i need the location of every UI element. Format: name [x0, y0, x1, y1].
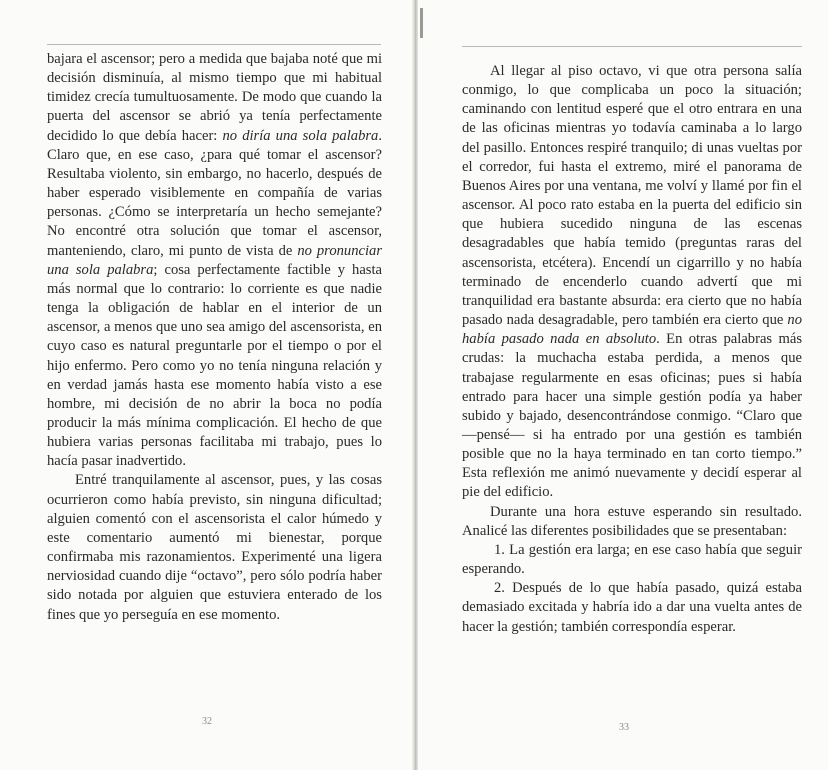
page-number: 32: [202, 716, 212, 727]
paragraph: [462, 62, 802, 503]
emphasis-text: no pronunciar una sola palabra: [47, 242, 383, 278]
text-run: ; cosa perfectamente factible y hasta más normal que lo contrario: lo corriente es que nadie tenga la obligación de hablar en el interior de un ascensor, a menos que uno sea amigo del ascensorista, en cuyo caso es natural preguntarle por el tiempo o por el hijo enfermo. Pero como yo no tenía ninguna relación y en verdad jamás hasta ese momento había visto a ese hombre, mi decisión de no abrir la boca no podía producir la más mínima complicación. El hecho de que hubiera varias personas facilitaba mi trabajo, pues lo hacía pasar inadvertido.: [47, 261, 383, 470]
text-run: Entré tranquilamente al ascensor, pues, y las cosas ocurrieron como había previsto, sin ninguna dificultad; alguien comentó con el ascensorista el calor húmedo y este comentario aumentó mi bienestar, porque confirmaba mis razonamientos. Experimenté una ligera nerviosidad cuando dije “octavo”, pero sólo podría haber sido notada por alguien que estuviera enterado de los fines que yo perseguía en ese momento.: [47, 472, 382, 623]
list-item: [462, 541, 802, 579]
text-run: . Claro que, en ese caso, ¿para qué tomar el ascensor? Resultaba violento, sin embargo, no hacerlo, después de haber esperado visiblemente en compañía de varias personas. ¿Cómo se interpretaría un hecho semejante? No encontré otra solución que tomar el ascensor, manteniendo, claro, mi punto de vista de: [47, 127, 382, 259]
emphasis-text: no había pasado nada en absoluto: [462, 312, 802, 348]
right-page: [418, 0, 828, 770]
text-run: Al llegar al piso octavo, vi que otra persona salía conmigo, lo que complicaba un poco la situación; caminando con lentitud esperé que el otro entrara en una de las oficinas mientras yo todavía caminaba a lo largo del pasillo. Entonces respiré tranquilo; di unas vueltas por el corredor, fui hasta el extremo, miré el panorama de Buenos Aires por una ventana, me volví y llamé por fin el ascensor. Al poco rato estaba en la puerta del edificio sin que hubiera sucedido ninguna de las escenas desagradables que había temido (preguntas raras del ascensorista, etcétera). Encendí un cigarrillo y no había terminado de encenderlo cuando advertí que mi tranquilidad era bastante absurda: era cierto que no había pasado nada desagradable, pero también era cierto que: [462, 63, 802, 329]
emphasis-text: no diría una sola palabra: [222, 127, 379, 144]
text-run: bajara el ascensor; pero a medida que bajaba noté que mi decisión disminuía, al mismo tiempo que mi habitual timidez crecía tumultuosamente. De modo que cuando la puerta del ascensor se abrió ya tenía perfectamente decidido lo que debía hacer:: [47, 51, 382, 144]
paragraph: [462, 503, 802, 541]
text-run: . En otras palabras más crudas: la muchacha estaba perdida, a menos que trabajase regularmente en esas oficinas; pues si había entrado para hacer una simple gestión podía ya haber subido y bajado, desencontrándose conmigo. “Claro que —pensé— si ha entrado por una gestión es también posible que no la haya terminado en tan corto tiempo.” Esta reflexión me animó nuevamente y decidí esperar al pie del edificio.: [462, 331, 802, 501]
page-number: 33: [619, 722, 629, 733]
list-item: [462, 579, 802, 636]
text-run: Durante una hora estuve esperando sin resultado. Analicé las diferentes posibilidades que se presentaban:: [462, 503, 802, 539]
text-run: 2. Después de lo que había pasado, quizá estaba demasiado excitada y habría ido a dar una vuelta antes de hacer la gestión; también correspondía esperar.: [462, 580, 802, 635]
header-rule: [462, 46, 802, 47]
text-run: 1. La gestión era larga; en ese caso había que seguir esperando.: [462, 541, 802, 578]
paragraph: [47, 471, 382, 624]
left-page-body: [47, 50, 382, 625]
header-rule: [47, 44, 381, 45]
paragraph: [47, 50, 382, 471]
right-page-body: [462, 62, 802, 637]
